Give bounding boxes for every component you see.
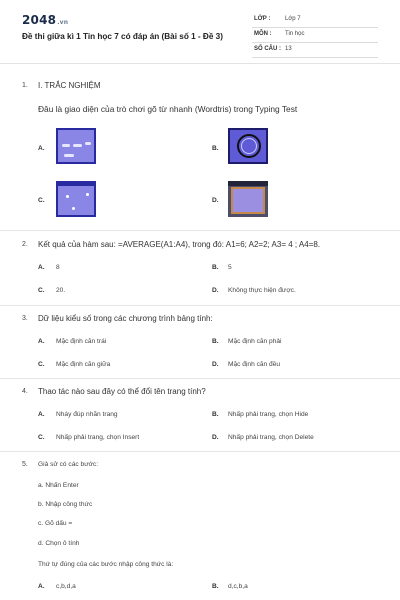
step-item: a. Nhấn Enter	[38, 482, 79, 489]
divider	[0, 451, 400, 452]
option-letter-a: A.	[38, 583, 45, 590]
title-bar	[228, 181, 268, 186]
option-b-image[interactable]	[228, 128, 268, 164]
word-block	[62, 144, 70, 147]
question-number: 1.	[22, 82, 28, 89]
question-text: Dữ liệu kiểu số trong các chương trình bảng tính:	[38, 314, 213, 323]
option-c-text[interactable]: Mặc định căn giữa	[56, 361, 111, 368]
logo-suffix: .vn	[57, 19, 69, 26]
question-text: Giả sử có các bước:	[38, 461, 99, 468]
option-b-text[interactable]: Nhấp phải trang, chọn Hide	[228, 411, 309, 418]
falling-item	[66, 195, 69, 198]
option-letter-c: C.	[38, 287, 45, 294]
option-c-text[interactable]: 20.	[56, 287, 66, 294]
divider	[0, 305, 400, 306]
divider	[0, 230, 400, 231]
exam-title: Đề thi giữa kì 1 Tin học 7 có đáp án (Bài số 1 - Đề 3)	[22, 32, 223, 41]
word-block	[64, 154, 74, 157]
option-a-text[interactable]: 8	[56, 264, 60, 271]
meta-count-label: SỐ CÂU :	[254, 46, 281, 52]
question-number: 3.	[22, 315, 28, 322]
option-d-image[interactable]	[228, 181, 268, 217]
option-c-image[interactable]	[56, 181, 96, 217]
option-letter-c: C.	[38, 434, 45, 441]
option-letter-b: B.	[212, 338, 219, 345]
option-letter-a: A.	[38, 338, 45, 345]
option-letter-d: D.	[212, 434, 219, 441]
meta-subject	[252, 28, 378, 43]
falling-item	[72, 207, 75, 210]
question-number: 4.	[22, 388, 28, 395]
question-prompt: Thứ tự đúng của các bước nhập công thức là:	[38, 561, 174, 568]
question-text: Kết quả của hàm sau: =AVERAGE(A1:A4), trong đó: A1=6; A2=2; A3= 4 ; A4=8.	[38, 240, 321, 249]
meta-class	[252, 13, 378, 28]
divider	[0, 378, 400, 379]
logo-main: 2048	[22, 13, 57, 27]
option-d-text[interactable]: Nhấp phải trang, chọn Delete	[228, 434, 314, 441]
option-a-text[interactable]: Mặc định căn trái	[56, 338, 107, 345]
meta-question-count	[252, 43, 378, 58]
option-b-text[interactable]: 5	[228, 264, 232, 271]
game-panel	[231, 187, 265, 214]
option-a-image[interactable]	[56, 128, 96, 164]
option-letter-b: B.	[212, 411, 219, 418]
option-b-text[interactable]: Mặc định căn phải	[228, 338, 282, 345]
question-number: 2.	[22, 241, 28, 248]
word-block	[73, 144, 82, 147]
question-text: Đâu là giao diện của trò chơi gõ từ nhanh (Wordtris) trong Typing Test	[38, 104, 298, 114]
question-text: Thao tác nào sau đây có thể đổi tên trang tính?	[38, 387, 206, 396]
option-letter-a: A.	[38, 264, 45, 271]
section-title: I. TRẮC NGHIỆM	[38, 81, 101, 90]
option-b-text[interactable]: d,c,b,a	[228, 583, 248, 590]
option-letter-b: B.	[212, 583, 219, 590]
meta-subject-value: Tin học	[285, 31, 305, 37]
option-letter-d: D.	[212, 287, 219, 294]
site-logo[interactable]	[22, 13, 68, 27]
option-c-text[interactable]: Nhấp phải trang, chọn Insert	[56, 434, 140, 441]
option-a-text[interactable]: Nháy đúp nhãn trang	[56, 411, 118, 418]
meta-subject-label: MÔN :	[254, 31, 272, 37]
title-bar	[58, 183, 94, 186]
meta-class-label: LỚP :	[254, 16, 271, 22]
exam-header	[0, 0, 400, 64]
meta-count-value: 13	[285, 46, 292, 52]
option-letter-b: B.	[212, 264, 219, 271]
option-letter-a: A.	[38, 145, 45, 152]
step-item: b. Nhập công thức	[38, 501, 93, 508]
ring-inner-shape	[241, 138, 257, 154]
option-letter-c: C.	[38, 361, 45, 368]
option-letter-a: A.	[38, 411, 45, 418]
option-a-text[interactable]: c,b,d,a	[56, 583, 76, 590]
step-item: d. Chọn ô tính	[38, 540, 80, 547]
option-letter-b: B.	[212, 145, 219, 152]
option-letter-d: D.	[212, 361, 219, 368]
word-block	[85, 142, 91, 145]
falling-item	[86, 193, 89, 196]
option-d-text[interactable]: Mặc định căn đều	[228, 361, 281, 368]
question-number: 5.	[22, 461, 28, 468]
option-letter-c: C.	[38, 197, 45, 204]
meta-class-value: Lớp 7	[285, 16, 301, 22]
step-item: c. Gõ dấu =	[38, 520, 73, 527]
option-letter-d: D.	[212, 197, 219, 204]
option-d-text[interactable]: Không thực hiện được.	[228, 287, 296, 294]
